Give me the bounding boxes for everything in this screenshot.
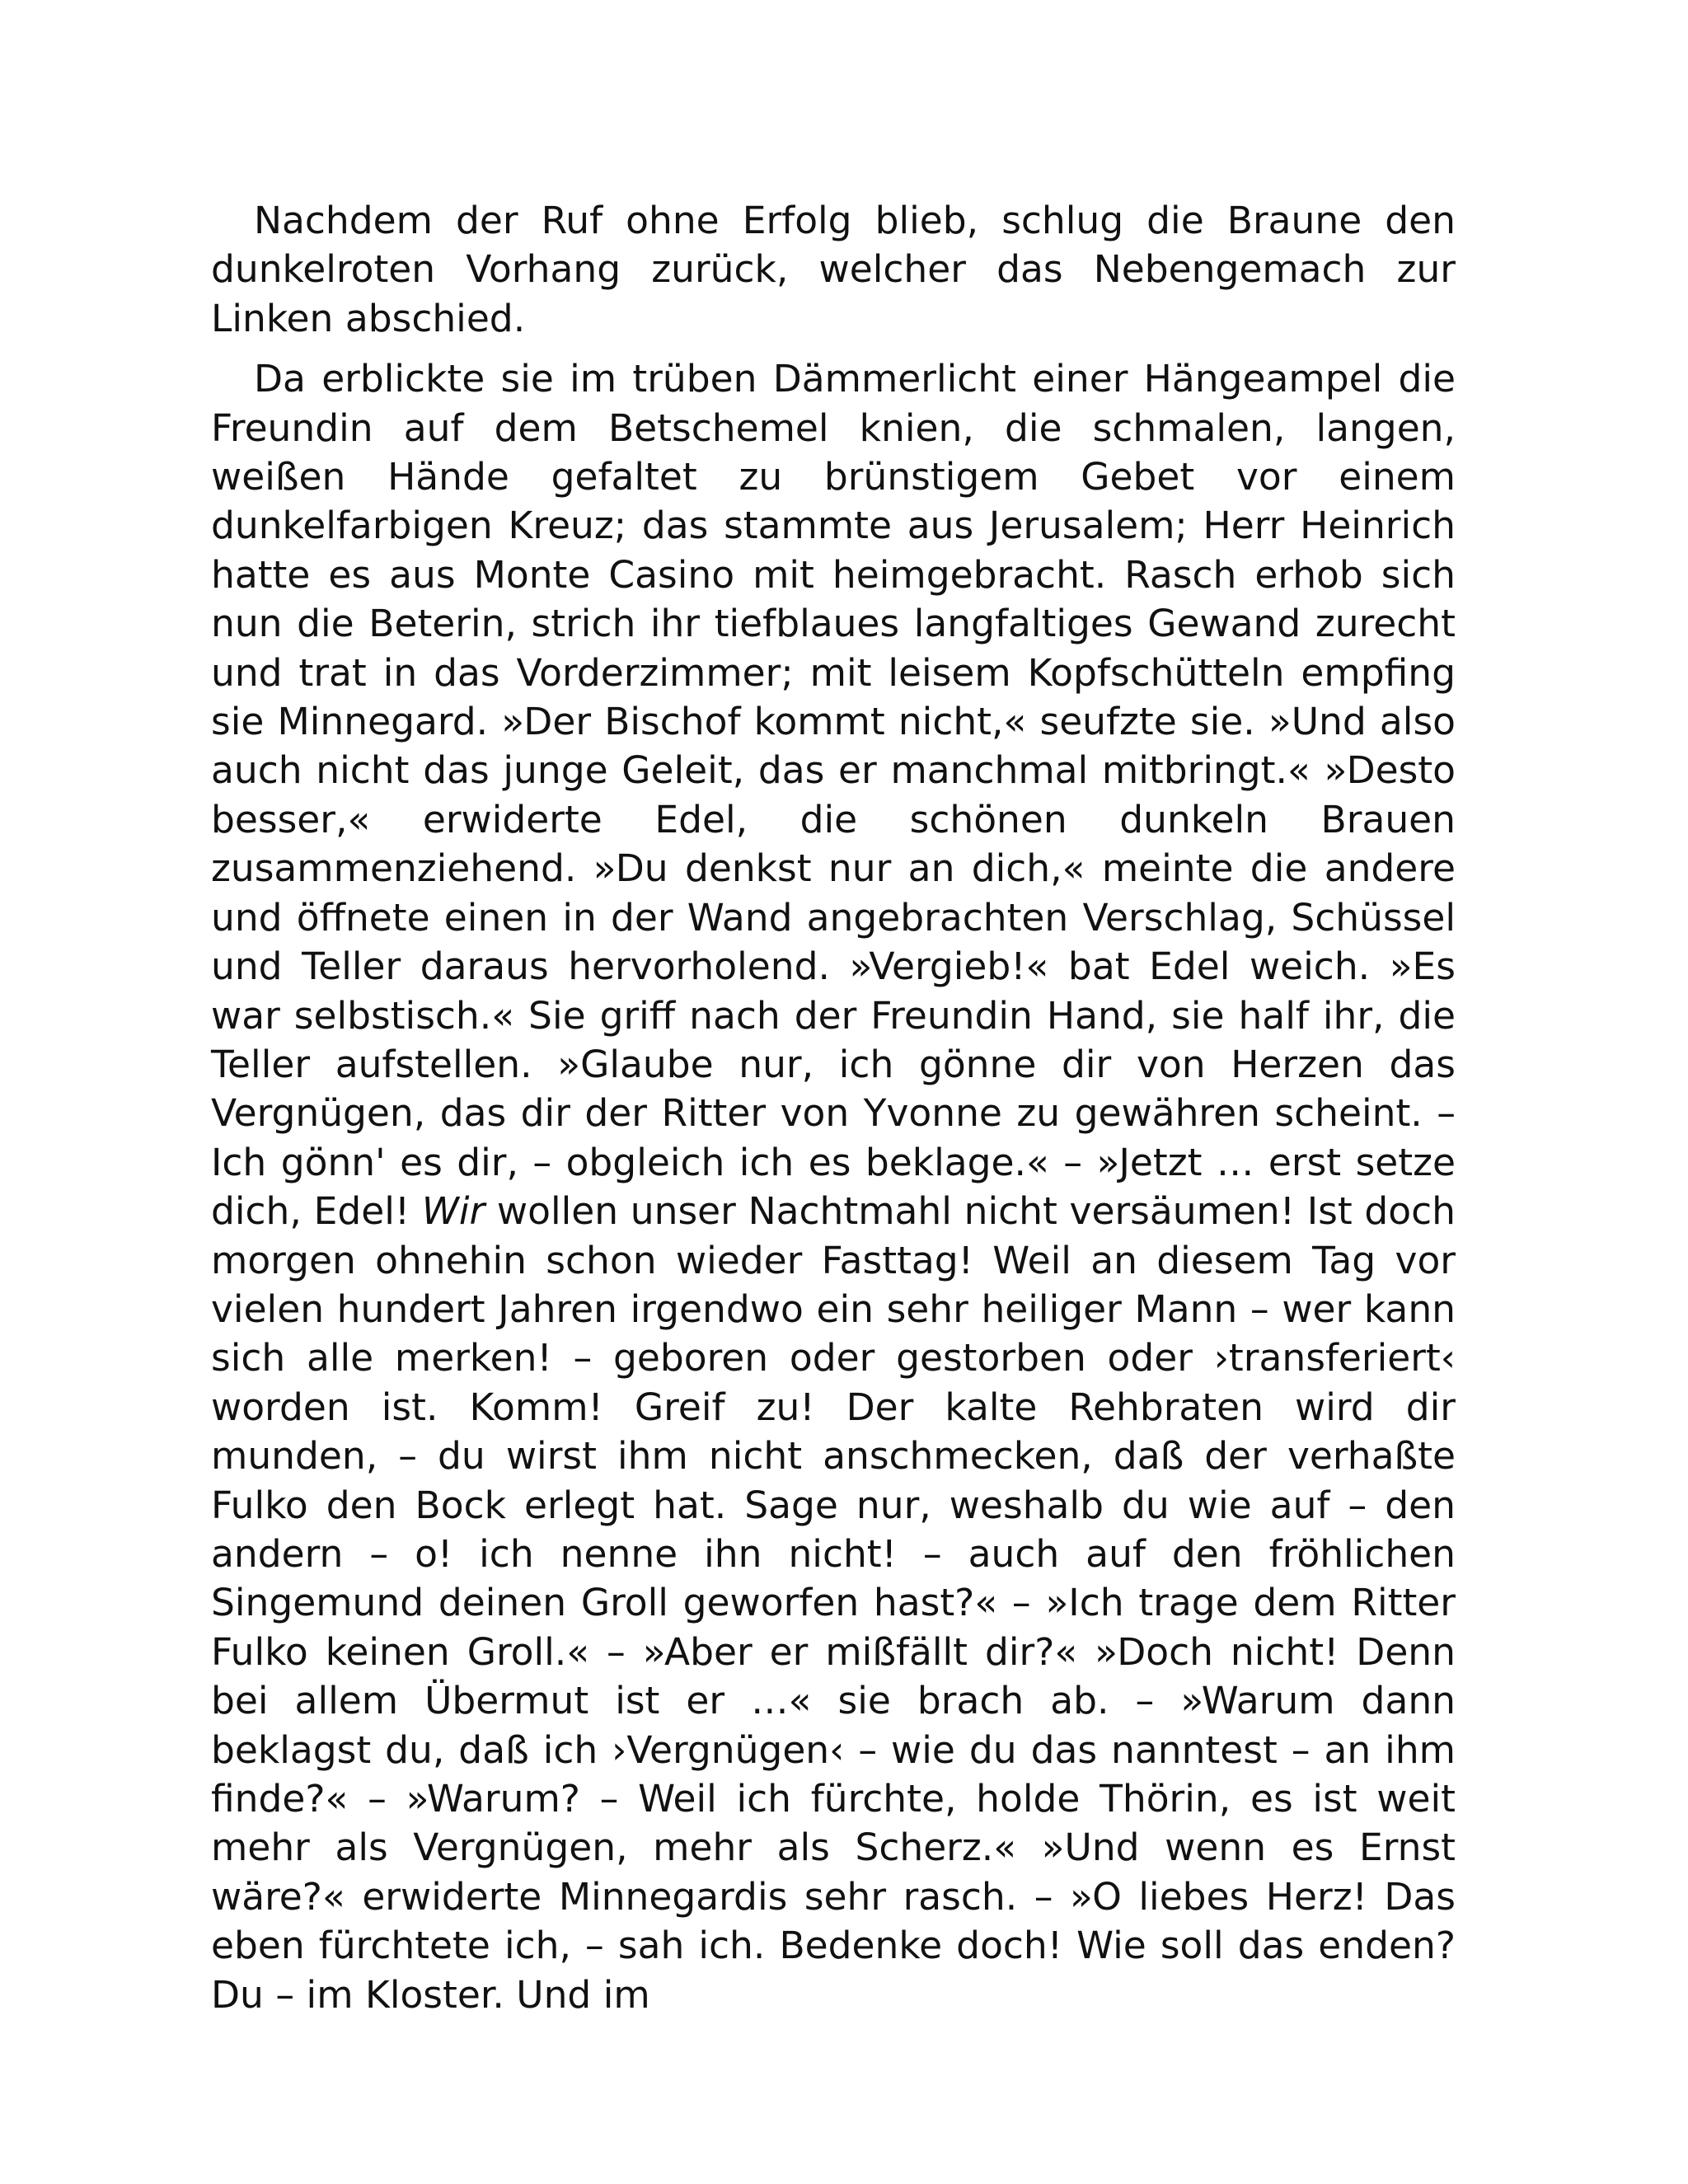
book-page <box>211 196 1456 2019</box>
paragraph-1 <box>211 196 1456 343</box>
paragraph-2 <box>211 354 1456 2019</box>
paragraph-1-text: Nachdem der Ruf ohne Erfolg blieb, schlug die Braune den dunkelroten Vorhang zurück, welcher das Nebengemach zur Linken abschied. <box>211 199 1456 340</box>
paragraph-2-text-b: wollen unser Nachtmahl nicht versäumen! Ist doch morgen ohnehin schon wieder Fasttag! Weil an diesem Tag vor vielen hundert Jahren irgendwo ein sehr heiliger Mann – wer kann sich alle merken! – geboren oder gestorben oder ›transferiert‹ worden ist. Komm! Greif zu! Der kalte Rehbraten wird dir munden, – du wirst ihm nicht anschmecken, daß der verhaßte Fulko den Bock erlegt hat. Sage nur, weshalb du wie auf – den andern – o! ich nenne ihn nicht! – auch auf den fröhlichen Singemund deinen Groll geworfen hast?« – »Ich trage dem Ritter Fulko keinen Groll.« – »Aber er mißfällt dir?« »Doch nicht! Denn bei allem Übermut ist er …« sie brach ab. – »Warum dann beklagst du, daß ich ›Vergnügen‹ – wie du das nanntest – an ihm finde?« – »Warum? – Weil ich fürchte, holde Thörin, es ist weit mehr als Vergnügen, mehr als Scherz.« »Und wenn es Ernst wäre?« erwiderte Minnegardis sehr rasch. – »O liebes Herz! Das eben fürchtete ich, – sah ich. Bedenke doch! Wie soll das enden? Du – im Kloster. Und im <box>211 1189 1456 2017</box>
paragraph-2-emphasis: Wir <box>421 1189 485 1234</box>
paragraph-2-text-a: Da erblickte sie im trüben Dämmerlicht einer Hängeampel die Freundin auf dem Betschemel knien, die schmalen, langen, weißen Hände gefaltet zu brünstigem Gebet vor einem dunkelfarbigen Kreuz; das stammte aus Jerusalem; Herr Heinrich hatte es aus Monte Casino mit heimgebracht. Rasch erhob sich nun die Beterin, strich ihr tiefblaues langfaltiges Gewand zurecht und trat in das Vorderzimmer; mit leisem Kopfschütteln empfing sie Minnegard. »Der Bischof kommt nicht,« seufzte sie. »Und also auch nicht das junge Geleit, das er manchmal mitbringt.« »Desto besser,« erwiderte Edel, die schönen dunkeln Brauen zusammenziehend. »Du denkst nur an dich,« meinte die andere und öffnete einen in der Wand angebrachten Verschlag, Schüssel und Teller daraus hervorholend. »Vergieb!« bat Edel weich. »Es war selbstisch.« Sie griff nach der Freundin Hand, sie half ihr, die Teller aufstellen. »Glaube nur, ich gönne dir von Herzen das Vergnügen, das dir der Ritter von Yvonne zu gewähren scheint. – Ich gönn' es dir, – obgleich ich es beklage.« – »Jetzt … erst setze dich, Edel! <box>211 357 1456 1234</box>
